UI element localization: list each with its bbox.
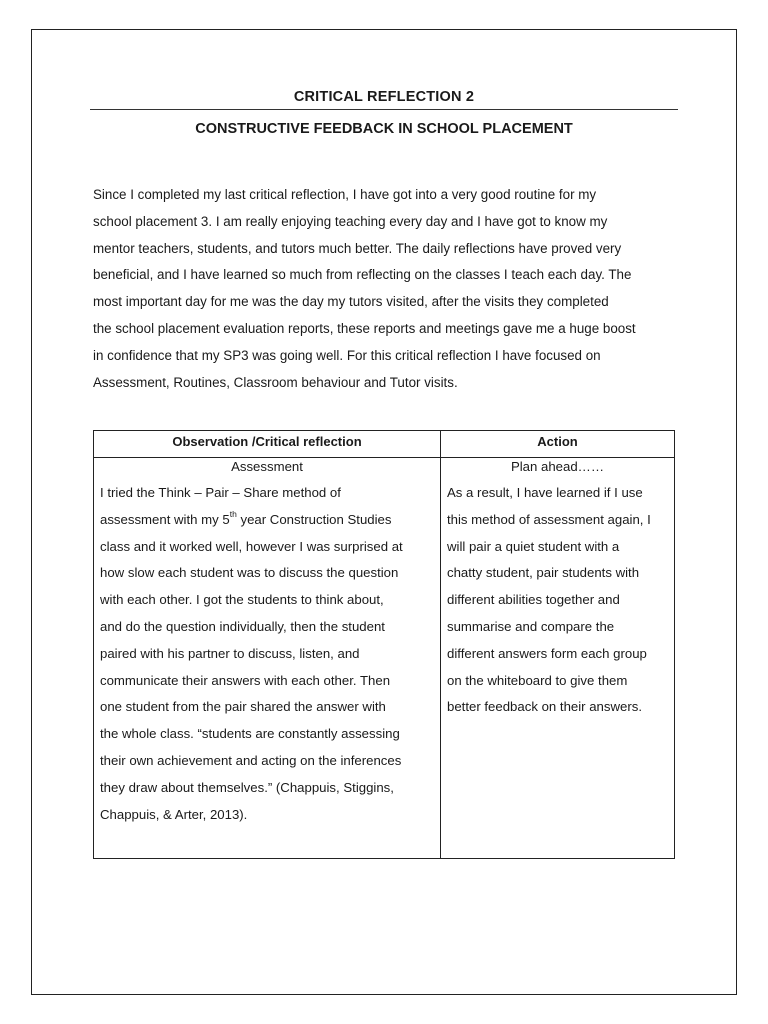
- action-line: different abilities together and: [447, 592, 620, 608]
- observation-line: class and it worked well, however I was surprised at: [100, 538, 403, 554]
- intro-paragraph: [93, 182, 683, 396]
- observation-line: one student from the pair shared the answer with: [100, 699, 386, 715]
- action-line: will pair a quiet student with a: [447, 538, 620, 554]
- observation-line: [100, 507, 436, 534]
- observation-cell-heading: Assessment: [231, 459, 303, 474]
- ordinal-superscript: th: [229, 509, 237, 520]
- observation-cell-text: [100, 480, 436, 828]
- action-cell-heading: Plan ahead……: [510, 459, 605, 474]
- observation-line: paired with his partner to discuss, listen, and: [100, 645, 360, 661]
- action-line: this method of assessment again, I: [447, 511, 651, 527]
- observation-line-part: assessment with my 5: [100, 511, 230, 527]
- action-line: better feedback on their answers.: [447, 699, 642, 715]
- intro-line: most important day for me was the day my tutors visited, after the visits they completed: [93, 294, 609, 310]
- action-line: summarise and compare the: [447, 618, 615, 634]
- observation-line: their own achievement and acting on the inferences: [100, 752, 402, 768]
- observation-line: and do the question individually, then the student: [100, 618, 385, 634]
- observation-line: I tried the Think – Pair – Share method of: [100, 485, 341, 500]
- observation-line: with each other. I got the students to think about,: [100, 592, 384, 608]
- action-column-header: Action: [537, 434, 578, 449]
- action-line: As a result, I have learned if I use: [447, 485, 643, 500]
- action-line: on the whiteboard to give them: [447, 672, 628, 688]
- intro-line: Assessment, Routines, Classroom behaviour and Tutor visits.: [93, 374, 458, 390]
- intro-line: the school placement evaluation reports, these reports and meetings gave me a huge boost: [93, 320, 636, 336]
- document-title: CRITICAL REFLECTION 2: [293, 89, 475, 105]
- intro-line: in confidence that my SP3 was going well. For this critical reflection I have focused on: [93, 347, 601, 363]
- observation-line: how slow each student was to discuss the question: [100, 565, 399, 581]
- intro-line: school placement 3. I am really enjoying teaching every day and I have got to know my: [93, 213, 608, 229]
- observation-line: the whole class. “students are constantly assessing: [100, 726, 400, 742]
- reflection-table: [93, 430, 675, 859]
- observation-line: communicate their answers with each other. Then: [100, 672, 391, 688]
- action-cell-text: [447, 480, 673, 721]
- observation-column-header: Observation /Critical reflection: [172, 434, 362, 449]
- document-subtitle: CONSTRUCTIVE FEEDBACK IN SCHOOL PLACEMENT: [195, 121, 573, 137]
- intro-line: Since I completed my last critical reflection, I have got into a very good routine for my: [93, 187, 597, 202]
- title-underline: [90, 109, 678, 110]
- observation-line: Chappuis, & Arter, 2013).: [100, 806, 248, 822]
- observation-line: they draw about themselves.” (Chappuis, Stiggins,: [100, 779, 394, 795]
- action-line: chatty student, pair students with: [447, 565, 640, 581]
- intro-line: beneficial, and I have learned so much from reflecting on the classes I teach each day. The: [93, 267, 632, 283]
- column-divider: [440, 431, 441, 858]
- action-line: different answers form each group: [447, 645, 647, 661]
- observation-line-part: year Construction Studies: [236, 511, 392, 527]
- intro-line: mentor teachers, students, and tutors much better. The daily reflections have proved very: [93, 240, 622, 256]
